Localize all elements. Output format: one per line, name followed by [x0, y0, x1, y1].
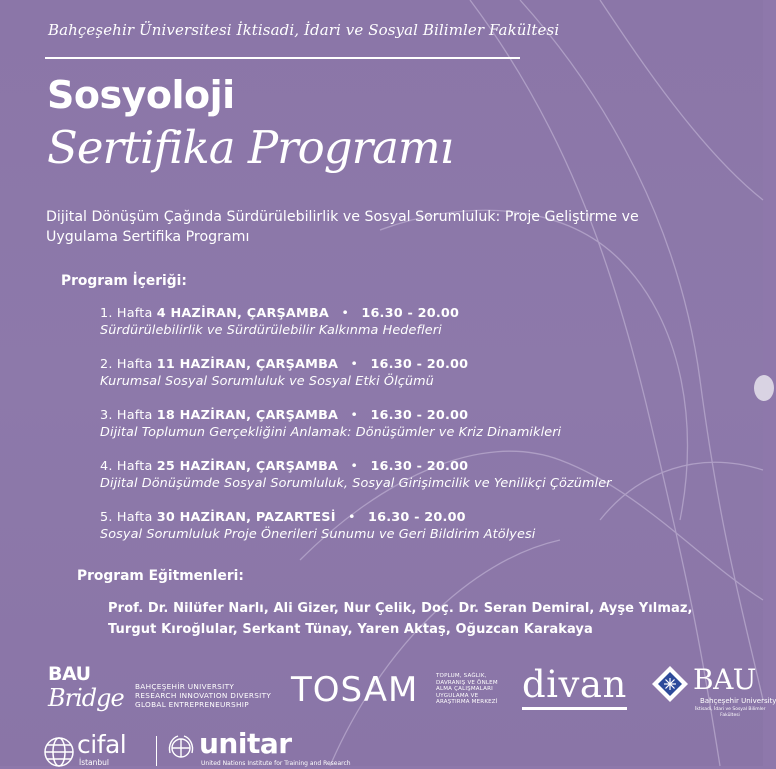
bau-faculty-label-2: Fakültesi: [720, 712, 740, 718]
week-time: 16.30 - 20.00: [370, 408, 469, 423]
week-item: [100, 458, 720, 509]
week-number: 1. Hafta: [100, 306, 153, 321]
bullet-separator: •: [350, 408, 359, 423]
week-item: [100, 305, 720, 356]
cifal-globe-icon: [42, 735, 76, 769]
divan-underline: [522, 707, 627, 710]
bau-bridge-tagline-1: BAHÇEŞEHİR UNIVERSITY: [135, 682, 235, 691]
week-topic: Kurumsal Sosyal Sorumluluk ve Sosyal Etki Ölçümü: [100, 374, 434, 389]
bau-bridge-tagline: [135, 682, 271, 709]
title-line1: Sosyoloji: [47, 73, 235, 117]
week-topic: Dijital Toplumun Gerçekliğini Anlamak: Dönüşümler ve Kriz Dinamikleri: [100, 425, 562, 440]
week-topic: Sürdürülebilirlik ve Sürdürülebilir Kalkınma Hedefleri: [100, 323, 442, 338]
week-number: 2. Hafta: [100, 357, 153, 372]
bau-logo: BAU: [693, 663, 756, 696]
bau-diamond-icon: [650, 664, 690, 704]
week-date: 18 HAZİRAN, ÇARŞAMBA: [156, 408, 339, 423]
bullet-separator: •: [341, 306, 350, 321]
program-subtitle: Dijital Dönüşüm Çağında Sürdürülebilirlik ve Sosyal Sorumluluk: Proje Geliştirme ve Uygulama Sertifika Programı: [46, 209, 639, 245]
cifal-logo: cifal: [77, 730, 127, 759]
week-number: 4. Hafta: [100, 459, 153, 474]
faculty-name: Bahçeşehir Üniversitesi İktisadi, İdari ve Sosyal Bilimler Fakültesi: [48, 21, 560, 39]
bau-university-label: Bahçeşehir University: [700, 697, 776, 705]
un-emblem-icon: [166, 733, 196, 763]
tosam-tagline-5: ARAŞTIRMA MERKEZİ: [436, 699, 498, 705]
week-time: 16.30 - 20.00: [361, 306, 460, 321]
week-date: 11 HAZİRAN, ÇARŞAMBA: [156, 357, 339, 372]
title-line2: Sertifika Programı: [47, 121, 453, 174]
week-time: 16.30 - 20.00: [370, 357, 469, 372]
bau-faculty-label: [695, 707, 765, 718]
divan-logo: divan: [522, 663, 627, 706]
trainers-heading: Program Eğitmenleri:: [77, 568, 244, 584]
week-date: 4 HAZİRAN, ÇARŞAMBA: [156, 306, 330, 321]
tosam-tagline-1: TOPLUM, SAĞLIK,: [436, 673, 487, 679]
week-list: [100, 305, 720, 560]
week-time: 16.30 - 20.00: [368, 510, 466, 525]
week-number: 5. Hafta: [100, 510, 153, 525]
unitar-logo: unitar: [199, 727, 292, 760]
week-topic: Dijital Dönüşümde Sosyal Sorumluluk, Sosyal Girişimcilik ve Yenilikçi Çözümler: [100, 476, 612, 491]
unitar-tagline: United Nations Institute for Training and Research: [201, 760, 351, 767]
bau-bridge-tagline-3: GLOBAL ENTREPRENEURSHIP: [135, 700, 249, 709]
bullet-separator: •: [347, 510, 356, 525]
week-number: 3. Hafta: [100, 408, 153, 423]
bullet-separator: •: [350, 357, 359, 372]
week-date: 30 HAZİRAN, PAZARTESİ: [156, 510, 336, 525]
tosam-tagline: [436, 673, 498, 706]
week-item: [100, 407, 720, 458]
bau-faculty-label-1: İktisadi, İdari ve Sosyal Bilimler: [695, 707, 766, 712]
week-item: [100, 509, 720, 560]
edge-circle-decoration: [754, 375, 774, 401]
week-date: 25 HAZİRAN, ÇARŞAMBA: [156, 459, 339, 474]
bau-bridge-logo-top: BAU: [48, 663, 91, 685]
week-time: 16.30 - 20.00: [370, 459, 469, 474]
program-content-heading: Program İçeriği:: [61, 273, 187, 289]
week-item: [100, 356, 720, 407]
bau-bridge-tagline-2: RESEARCH INNOVATION DIVERSITY: [135, 691, 272, 700]
logo-divider: [156, 736, 157, 766]
tosam-tagline-2: DAVRANIŞ VE ÖNLEM: [436, 679, 498, 686]
trainers-line1: Prof. Dr. Nilüfer Narlı, Ali Gizer, Nur Çelik, Doç. Dr. Seran Demiral, Ayşe Yılmaz,: [108, 601, 693, 616]
trainers-list: [108, 598, 708, 640]
week-topic: Sosyal Sorumluluk Proje Önerileri Sunumu ve Geri Bildirim Atölyesi: [100, 527, 536, 542]
bullet-separator: •: [350, 459, 359, 474]
bau-bridge-logo-bottom: Bridge: [48, 684, 124, 712]
header-divider: [45, 57, 520, 59]
tosam-tagline-4: UYGULAMA VE: [436, 692, 479, 699]
trainers-line2: Turgut Kıroğlular, Serkant Tünay, Yaren Aktaş, Oğuzcan Karakaya: [108, 622, 593, 637]
tosam-tagline-3: ALMA ÇALIŞMALARI: [436, 686, 493, 692]
tosam-logo: TOSAM: [291, 670, 419, 710]
cifal-city-label: İstanbul: [79, 758, 110, 767]
